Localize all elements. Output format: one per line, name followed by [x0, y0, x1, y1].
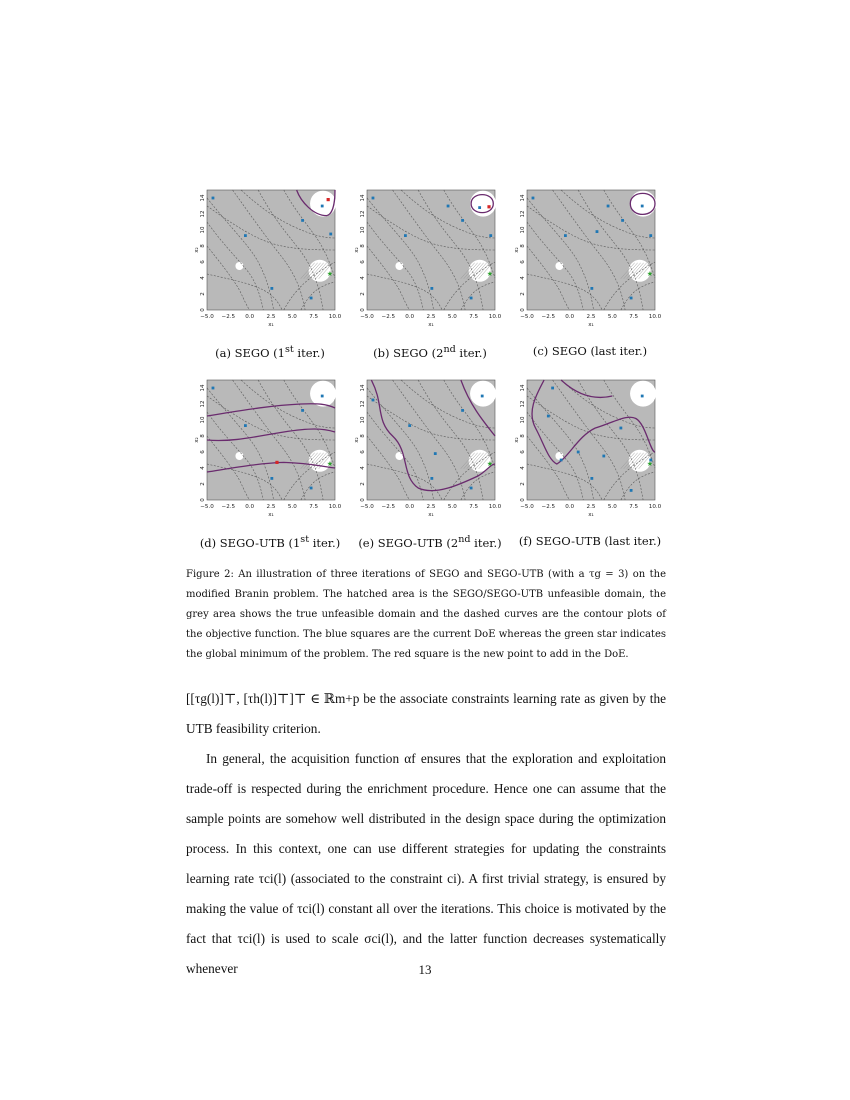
x-axis-label-a: x₁: [268, 322, 274, 328]
x-tick-label-f: 5.0: [607, 504, 617, 510]
x-tick-label-b: 2.5: [426, 314, 436, 320]
x-tick-label-d: −2.5: [221, 504, 236, 510]
y-tick-label-e: 6: [360, 450, 366, 454]
subcaption-e: (e) SEGO-UTB (2nd iter.): [358, 534, 502, 550]
doe-point-f: [590, 477, 593, 480]
x-tick-label-b: −2.5: [381, 314, 396, 320]
y-tick-label-f: 4: [520, 466, 526, 470]
doe-point-f: [547, 415, 550, 418]
x-axis-label-d: x₁: [268, 512, 274, 518]
x-tick-label-f: 0.0: [565, 504, 575, 510]
doe-point-c: [649, 234, 652, 237]
x-tick-label-e: 2.5: [426, 504, 436, 510]
subcaption-a: (a) SEGO (1st iter.): [215, 344, 325, 360]
doe-point-b: [489, 234, 492, 237]
doe-point-c: [590, 287, 593, 290]
y-tick-label-b: 10: [360, 226, 366, 234]
plot-c: [515, 186, 665, 331]
y-tick-label-c: 10: [520, 226, 526, 234]
y-tick-label-c: 2: [520, 292, 526, 296]
y-tick-label-a: 4: [200, 276, 206, 280]
feasible-disk-small-c: [555, 262, 563, 270]
y-tick-label-e: 10: [360, 416, 366, 424]
y-tick-label-e: 2: [360, 482, 366, 486]
panel-c: [514, 186, 665, 358]
plot-e: [355, 376, 505, 521]
doe-point-d: [212, 387, 215, 390]
x-tick-label-f: 10.0: [648, 504, 662, 510]
x-tick-label-a: 7.5: [309, 314, 319, 320]
y-tick-label-a: 0: [200, 308, 206, 312]
x-tick-label-c: 7.5: [629, 314, 639, 320]
plot-f: [515, 376, 665, 521]
doe-point-e: [481, 395, 484, 398]
x-tick-label-b: −5.0: [360, 314, 374, 320]
doe-point-a: [321, 205, 324, 208]
doe-point-f: [641, 395, 644, 398]
x-tick-label-a: −2.5: [221, 314, 236, 320]
y-axis-label-f: x₂: [514, 437, 520, 443]
plot-a: [195, 186, 345, 331]
panel-b: [354, 186, 505, 360]
y-tick-label-d: 4: [200, 466, 206, 470]
y-tick-label-a: 8: [200, 244, 206, 248]
y-tick-label-a: 14: [200, 194, 206, 202]
x-tick-label-b: 10.0: [488, 314, 502, 320]
new-point-d: [275, 461, 278, 464]
subcaption-d: (d) SEGO-UTB (1st iter.): [199, 534, 341, 550]
y-tick-label-b: 8: [360, 244, 366, 248]
doe-point-e: [430, 477, 433, 480]
doe-point-c: [630, 297, 633, 300]
doe-point-d: [270, 477, 273, 480]
doe-point-c: [621, 219, 624, 222]
doe-point-a: [244, 234, 247, 237]
paragraph-1: [[τg(l)]⊤, [τh(l)]⊤]⊤ ∈ ℝm+p be the associate constraints learning rate as given by the UTB feasibility criterion.: [186, 691, 666, 736]
y-tick-label-a: 10: [200, 226, 206, 234]
y-tick-label-d: 2: [200, 482, 206, 486]
x-tick-label-b: 0.0: [405, 314, 415, 320]
y-tick-label-c: 6: [520, 260, 526, 264]
feasible-disk-small-b: [395, 262, 403, 270]
panel-f: [514, 376, 665, 548]
feasible-disk-top-f: [630, 381, 656, 407]
y-tick-label-e: 12: [360, 400, 366, 408]
panel-e: [354, 376, 505, 550]
y-tick-label-f: 14: [520, 384, 526, 392]
x-axis-label-f: x₁: [588, 512, 594, 518]
y-tick-label-e: 14: [360, 384, 366, 392]
subcaption-c: (c) SEGO (last iter.): [532, 344, 648, 358]
x-tick-label-e: 10.0: [488, 504, 502, 510]
x-tick-label-c: 0.0: [565, 314, 575, 320]
x-tick-label-e: −2.5: [381, 504, 396, 510]
x-tick-label-d: −5.0: [200, 504, 214, 510]
doe-point-d: [321, 395, 324, 398]
y-tick-label-d: 12: [200, 400, 206, 408]
plot-d: [195, 376, 345, 521]
doe-point-c: [607, 205, 610, 208]
subcaption-f: (f) SEGO-UTB (last iter.): [518, 534, 662, 548]
y-axis-label-a: x₂: [194, 247, 200, 253]
new-point-a: [327, 198, 330, 201]
y-tick-label-f: 10: [520, 416, 526, 424]
y-tick-label-d: 14: [200, 384, 206, 392]
doe-point-b: [430, 287, 433, 290]
doe-point-a: [212, 197, 215, 200]
body-text: [186, 684, 666, 984]
panel-d: [194, 376, 345, 550]
doe-point-f: [551, 387, 554, 390]
paragraph-2: In general, the acquisition function αf ensures that the exploration and exploitation trade-off is respected during the enrichment procedure. Hence one can assume that the sample points are somehow well distributed in the design space during the optimization process. In this context, one can use different strategies for updating the constraints learning rate τci(l) (associated to the constraint ci). A first trivial strategy, is ensured by making the value of τci(l) constant all over the iterations. This choice is motivated by the fact that τci(l) is used to scale σci(l), and the latter function decreases systematically whenever: [186, 751, 666, 976]
feasible-disk-top-e: [470, 381, 496, 407]
feasible-disk-small-d: [235, 452, 243, 460]
x-tick-label-a: 5.0: [287, 314, 297, 320]
global-min-star-d: ★: [326, 460, 334, 469]
doe-point-f: [577, 451, 580, 454]
x-tick-label-f: −5.0: [520, 504, 534, 510]
y-tick-label-b: 6: [360, 260, 366, 264]
doe-point-a: [310, 297, 313, 300]
global-min-star-a: ★: [326, 270, 334, 279]
y-tick-label-c: 14: [520, 194, 526, 202]
doe-point-e: [408, 424, 411, 427]
doe-point-f: [619, 427, 622, 430]
feasible-disk-small-a: [235, 262, 243, 270]
x-tick-label-e: 7.5: [469, 504, 479, 510]
doe-point-d: [310, 487, 313, 490]
y-tick-label-f: 6: [520, 450, 526, 454]
y-tick-label-c: 4: [520, 276, 526, 280]
doe-point-f: [630, 489, 633, 492]
x-tick-label-a: −5.0: [200, 314, 214, 320]
x-axis-label-b: x₁: [428, 322, 434, 328]
y-tick-label-c: 0: [520, 308, 526, 312]
y-tick-label-a: 12: [200, 210, 206, 218]
x-tick-label-b: 5.0: [447, 314, 457, 320]
page-number: 13: [418, 962, 432, 977]
global-min-star-b: ★: [486, 270, 494, 279]
figure-caption: Figure 2: An illustration of three iterations of SEGO and SEGO-UTB (with a τg = 3) on the modified Branin problem. The hatched area is the SEGO/SEGO-UTB unfeasible domain, the grey area shows the true unfeasible domain and the dashed curves are the contour plots of the objective function. The blue squares are the current DoE whereas the green star indicates the global minimum of the problem. The red square is the new point to add in the DoE.: [186, 569, 666, 660]
y-tick-label-a: 6: [200, 260, 206, 264]
y-tick-label-a: 2: [200, 292, 206, 296]
y-tick-label-f: 8: [520, 434, 526, 438]
doe-point-f: [560, 459, 563, 462]
y-axis-label-b: x₂: [354, 247, 360, 253]
y-axis-label-e: x₂: [354, 437, 360, 443]
doe-point-f: [602, 455, 605, 458]
x-tick-label-c: 10.0: [648, 314, 662, 320]
x-tick-label-d: 10.0: [328, 504, 342, 510]
doe-point-d: [301, 409, 304, 412]
doe-point-e: [461, 409, 464, 412]
x-tick-label-e: 0.0: [405, 504, 415, 510]
doe-point-c: [596, 230, 599, 233]
doe-point-b: [470, 297, 473, 300]
x-tick-label-f: 2.5: [586, 504, 596, 510]
doe-point-c: [564, 234, 567, 237]
doe-point-e: [372, 399, 375, 402]
global-min-star-f: ★: [646, 460, 654, 469]
x-tick-label-d: 7.5: [309, 504, 319, 510]
doe-point-b: [372, 197, 375, 200]
doe-point-b: [478, 206, 481, 209]
x-tick-label-d: 2.5: [266, 504, 276, 510]
plot-b: [355, 186, 505, 331]
doe-point-a: [301, 219, 304, 222]
y-tick-label-e: 4: [360, 466, 366, 470]
doe-point-c: [641, 205, 644, 208]
doe-point-c: [532, 197, 535, 200]
y-tick-label-e: 8: [360, 434, 366, 438]
y-axis-label-d: x₂: [194, 437, 200, 443]
x-tick-label-b: 7.5: [469, 314, 479, 320]
global-min-star-e: ★: [486, 460, 494, 469]
x-tick-label-c: −5.0: [520, 314, 534, 320]
doe-point-e: [434, 452, 437, 455]
x-tick-label-e: −5.0: [360, 504, 374, 510]
y-tick-label-c: 8: [520, 244, 526, 248]
global-min-star-c: ★: [646, 270, 654, 279]
feasible-disk-top-c: [630, 191, 656, 217]
x-tick-label-a: 2.5: [266, 314, 276, 320]
x-tick-label-f: 7.5: [629, 504, 639, 510]
x-tick-label-d: 0.0: [245, 504, 255, 510]
doe-point-b: [461, 219, 464, 222]
y-tick-label-d: 0: [200, 498, 206, 502]
y-tick-label-b: 2: [360, 292, 366, 296]
doe-point-b: [447, 205, 450, 208]
subcaption-b: (b) SEGO (2nd iter.): [373, 344, 487, 360]
x-tick-label-c: −2.5: [541, 314, 556, 320]
panel-a: [194, 186, 345, 360]
y-tick-label-d: 10: [200, 416, 206, 424]
y-tick-label-f: 2: [520, 482, 526, 486]
x-axis-label-e: x₁: [428, 512, 434, 518]
x-tick-label-a: 10.0: [328, 314, 342, 320]
x-tick-label-f: −2.5: [541, 504, 556, 510]
doe-point-a: [329, 233, 332, 236]
y-axis-label-c: x₂: [514, 247, 520, 253]
y-tick-label-b: 12: [360, 210, 366, 218]
x-tick-label-a: 0.0: [245, 314, 255, 320]
doe-point-b: [404, 234, 407, 237]
doe-point-e: [470, 487, 473, 490]
y-tick-label-c: 12: [520, 210, 526, 218]
x-tick-label-e: 5.0: [447, 504, 457, 510]
x-axis-label-c: x₁: [588, 322, 594, 328]
y-tick-label-b: 0: [360, 308, 366, 312]
y-tick-label-f: 0: [520, 498, 526, 502]
y-tick-label-d: 6: [200, 450, 206, 454]
y-tick-label-b: 14: [360, 194, 366, 202]
x-tick-label-c: 5.0: [607, 314, 617, 320]
doe-point-a: [270, 287, 273, 290]
x-tick-label-c: 2.5: [586, 314, 596, 320]
doe-point-d: [244, 424, 247, 427]
feasible-disk-top-a: [310, 191, 336, 217]
y-tick-label-e: 0: [360, 498, 366, 502]
y-tick-label-d: 8: [200, 434, 206, 438]
new-point-b: [487, 205, 490, 208]
y-tick-label-f: 12: [520, 400, 526, 408]
x-tick-label-d: 5.0: [287, 504, 297, 510]
y-tick-label-b: 4: [360, 276, 366, 280]
feasible-disk-top-d: [310, 381, 336, 407]
